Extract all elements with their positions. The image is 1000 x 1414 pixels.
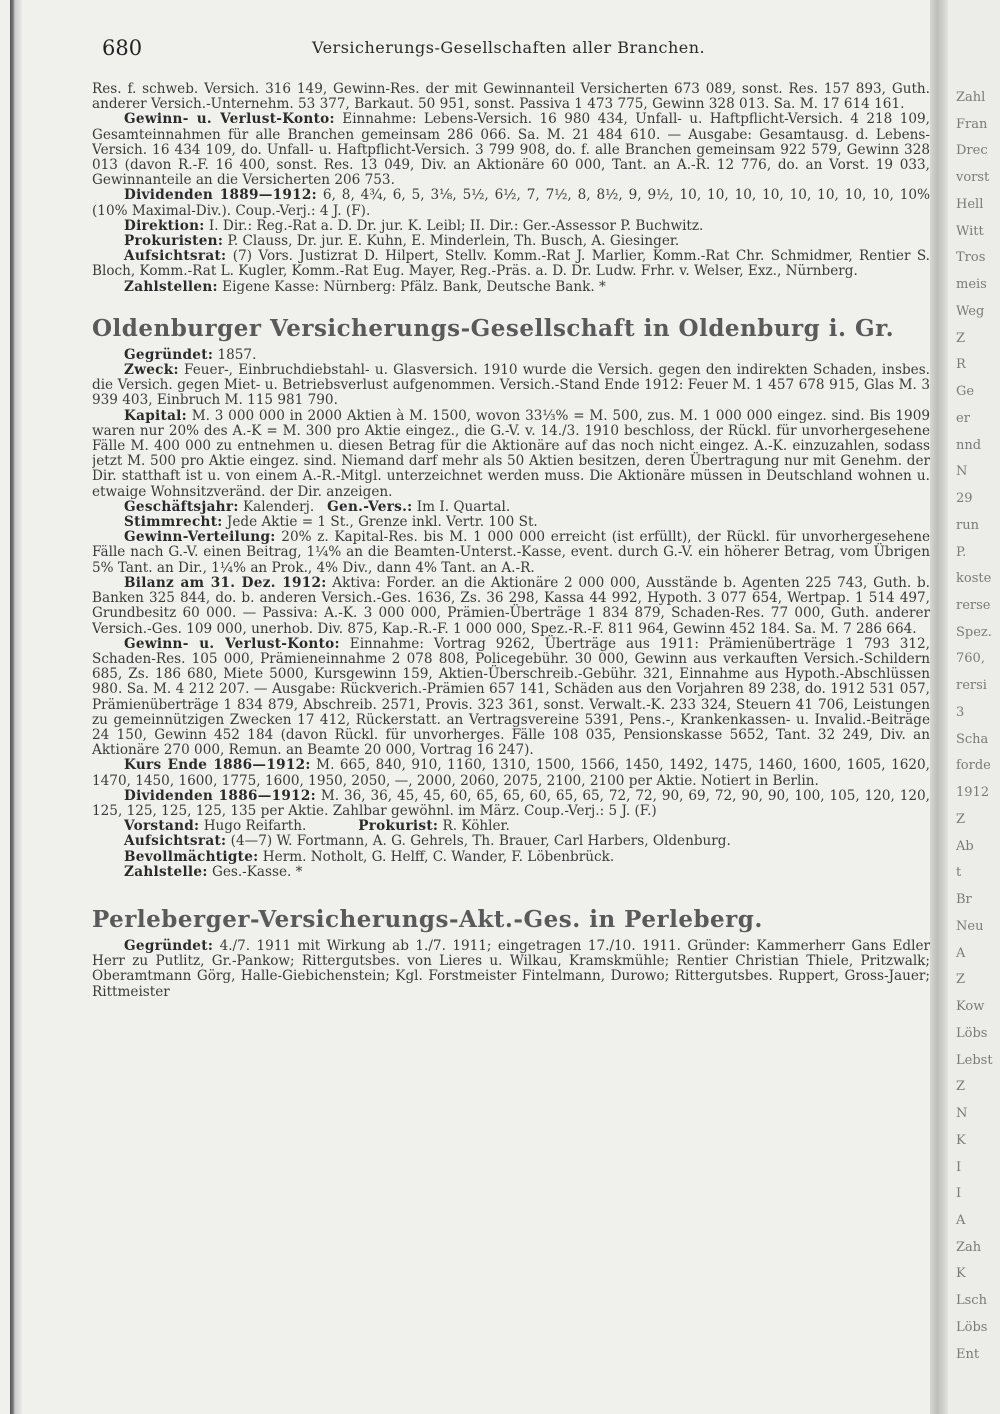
adjacent-page-fragment: Ab — [956, 838, 974, 854]
adjacent-page-fragment: vorst — [956, 170, 990, 186]
old-bev-label: Bevollmächtigte: — [124, 848, 259, 865]
old-prok-text: R. Köhler. — [438, 818, 510, 835]
adjacent-page-fragment: Z — [956, 811, 966, 827]
company-title-oldenburg: Oldenburger Versicherungs-Gesellschaft in Oldenburg i. Gr. — [92, 314, 895, 342]
running-head: Versicherungs-Gesellschaften aller Branchen. — [312, 38, 706, 57]
prev-ar-text: (7) Vors. Justizrat D. Hilpert, Stellv. Komm.-Rat J. Marlier, Komm.-Rat Chr. Schmidmer, Rentier S. Bloch, Komm.-Rat L. Kugler, Komm.-Rat Eug. Mayer, Reg.-Präs. a. D. Dr. Ludw. Frhr. v. Welser, Exz., Nürnberg. — [92, 248, 930, 280]
adjacent-page-fragment: N — [956, 1106, 968, 1122]
prev-div-entry — [92, 188, 930, 218]
adjacent-page-fragment: meis — [956, 277, 987, 293]
adjacent-page-fragment: Spez. — [956, 624, 992, 640]
old-div-entry — [92, 789, 930, 819]
adjacent-page-fragment: Tros — [956, 250, 986, 266]
adjacent-page-fragment: Z — [956, 1079, 966, 1095]
prev-gv-entry — [92, 112, 930, 188]
prev-gv-label: Gewinn- u. Verlust-Konto: — [124, 111, 335, 128]
prev-prok-entry — [92, 234, 930, 249]
adjacent-page-fragment: forde — [956, 758, 991, 774]
page-header — [92, 30, 930, 82]
adjacent-page-fragment: 29 — [956, 491, 973, 507]
adjacent-page-fragment: Witt — [956, 223, 984, 239]
adjacent-page-fragment: koste — [956, 571, 992, 587]
prev-dir-text: I. Dir.: Reg.-Rat a. D. Dr. jur. K. Leibl; II. Dir.: Ger.-Assessor P. Buchwitz. — [204, 217, 704, 234]
adjacent-page-fragment: K — [956, 1132, 966, 1148]
adjacent-page-fragment: I — [956, 1186, 962, 1202]
page-gutter — [930, 0, 948, 1414]
page-content — [92, 30, 930, 1414]
prev-ar-entry — [92, 249, 930, 279]
prev-gv-text: Einnahme: Lebens-Versich. 16 980 434, Unfall- u. Haftpflicht-Versich. 4 218 109, Gesamteinnahmen für alle Branchen gemeinsam 286 066. Sa. M. 21 484 610. — Ausgabe: Gesamtausg. d. Lebens-Versich. 16 434 109, do. Unfall- u. Haftpflicht-Versich. 3 799 908, do. f. alle Branchen gemeinsam 922 579, Gewinn 328 013 (davon R.-F. 16 400, sonst. Res. 13 049, Div. an Aktionäre 60 000, Tant. an A.-R. 12 776, do. an Vorst. 19 033, Gewinnanteile an die Versicherten 206 753. — [92, 111, 930, 189]
old-kap-entry — [92, 409, 930, 500]
adjacent-page-fragment: rersi — [956, 678, 987, 694]
old-div-label: Dividenden 1886—1912: — [124, 787, 316, 804]
old-ar-entry — [92, 834, 930, 849]
old-gwv-text: 20% z. Kapital-Res. bis M. 1 000 000 erreicht (ist erfüllt), der Rückl. für unvorhergesehene Fälle nach G.-V. einen Beitrag, 1¼% an die Beamten-Unterst.-Kasse, event. durch G.-V. ein höherer Betrag, vom Übrigen 5% Tant. an Dir., 1¼% an Prok., 4% Div., dann 4% Tant. an A.-R. — [92, 529, 930, 576]
old-gegr-label: Gegründet: — [124, 346, 214, 363]
adjacent-page-fragment: rerse — [956, 598, 991, 613]
old-gvk-text: Einnahme: Vortrag 9262, Überträge aus 1911: Prämienüberträge 1 793 312, Schaden-Res. 105 000, Prämieneinnahme 2 078 808, Policegebühr. 30 000, Gewinn aus verkauften Versich.-Schildern 685, Zs. 186 680, Miete 5000, Kursgewinn 159, Aktien-Überschreib.-Gebühr. 321, Einnahme aus Hypoth.-Abschlüssen 980. Sa. M. 4 212 207. — Ausgabe: Rückverich.-Prämien 657 141, Schäden aus den Vorjahren 89 238, do. 1912 531 057, Prämienüberträge 1 834 879, Abschreib. 2571, Provis. 323 361, sonst. Verwalt.-K. 233 324, Steuern 41 706, Leistungen zu gemeinnützigen Zwecken 17 412, Rückerstatt. an Vertragsvereine 5391, Pens.-, Krankenkassen- u. Invalid.-Beiträge 24 150, Gewinn 452 184 (davon Rückl. für unvorherges. Fälle 108 035, Pensionskasse 5652, Tant. 32 249, Div. an Aktionäre 270 000, Remun. an Beamte 20 000, Vortrag 16 247). — [92, 635, 930, 759]
old-gwv-label: Gewinn-Verteilung: — [124, 529, 276, 546]
adjacent-page-fragment: Ent — [956, 1346, 980, 1362]
old-st-label: Stimmrecht: — [124, 514, 223, 531]
old-zahl-text: Ges.-Kasse. * — [207, 863, 303, 880]
adjacent-page-fragment: Weg — [956, 303, 985, 319]
adjacent-page-fragment: 760, — [956, 651, 985, 667]
adjacent-page-fragment: K — [956, 1266, 966, 1282]
adjacent-page-fragment: Lsch — [956, 1293, 987, 1309]
old-bil-label: Bilanz am 31. Dez. 1912: — [124, 574, 327, 591]
adjacent-page-fragment: t — [956, 865, 962, 881]
adjacent-page-fragment: 3 — [956, 704, 965, 720]
adjacent-page-fragment: Z — [956, 972, 966, 988]
old-kap-text: M. 3 000 000 in 2000 Aktien à M. 1500, wovon 33⅓% = M. 500, zus. M. 1 000 000 eingez. sind. Bis 1909 waren nur 20% des A.-K = M. 300 pro Aktie eingez., die G.-V. v. 14./3. 1910 beschloss, der Rückl. für unvorhergesehene Fälle M. 400 000 zu entnehmen u. diesen Betrag für die Aktionäre auf das noch nicht eingez. A.-K. einzuzahlen, sodass jetzt M. 500 pro Aktie eingez. sind. Niemand darf mehr als 50 Aktien besitzen, deren Übertragung nur mit Genehm. der Dir. statthaft ist u. von einem A.-R.-Mitgl. unterzeichnet werden muss. Die Aktionäre müssen in Deutschland wohnen u. etwaige Wohnsitzveränd. der Dir. anzeigen. — [92, 407, 930, 500]
old-gegr-entry — [92, 348, 930, 363]
old-div-text: M. 36, 36, 45, 45, 60, 65, 65, 60, 65, 65, 72, 72, 90, 69, 72, 90, 90, 100, 105, 120, 120, 125, 125, 125, 125, 135 per Aktie. Zahlbar gewöhnl. im März. Coup.-Verj.: 5 J. (F.) — [92, 787, 930, 819]
old-prok-label: Prokurist: — [358, 818, 439, 835]
perl-gegr-text: 4./7. 1911 mit Wirkung ab 1./7. 1911; eingetragen 17./10. 1911. Gründer: Kammerherr Gans Edler Herr zu Putlitz, Gr.-Pankow; Rittergutsbes. von Lieres u. Wilkau, Kramskmühle; Rentier Christian Thiele, Pritzwalk; Oberamtmann Görg, Halle-Giebichenstein; Kgl. Forstmeister Fintelmann, Durowo; Rittergutsbes. Ruppert, Gross-Jauer; Rittmeister — [92, 937, 930, 1000]
prev-ar-label: Aufsichtsrat: — [124, 248, 227, 265]
old-bil-entry — [92, 576, 930, 637]
adjacent-page-fragment: er — [956, 410, 970, 426]
old-kurs-entry — [92, 758, 930, 788]
adjacent-page-fragment: A — [956, 945, 966, 961]
old-zahl-entry — [92, 865, 930, 880]
adjacent-page-fragment: Fran — [956, 116, 988, 132]
prev-prok-label: Prokuristen: — [124, 233, 224, 250]
prev-dir-entry — [92, 219, 930, 234]
old-gvk-label: Gewinn- u. Verlust-Konto: — [124, 635, 340, 652]
prev-balance-text: Res. f. schweb. Versich. 316 149, Gewinn-Res. der mit Gewinnanteil Versicherten 673 089, sonst. Res. 157 893, Guth. anderer Versich.-Unternehm. 53 377, Barkaut. 50 951, sonst. Passiva 1 473 775, Gewinn 328 013. Sa. M. 17 614 161. — [92, 81, 930, 113]
old-bil-text: Aktiva: Forder. an die Aktionäre 2 000 000, Ausstände b. Agenten 225 743, Guth. b. Banken 325 844, do. b. anderen Versich.-Ges. 1636, Zs. 36 298, Kassa 44 992, Hypoth. 3 077 654, Wertpap. 1 514 497, Grundbesitz 60 000. — Passiva: A.-K. 3 000 000, Prämien-Überträge 1 834 879, Schaden-Res. 77 000, Guth. anderer Versich.-Ges. 109 000, unerhob. Div. 875, Kap.-R.-F. 1 000 000, Spez.-R.-F. 811 964, Gewinn 452 184. Sa. M. 7 286 664. — [92, 574, 930, 637]
old-gwv-entry — [92, 530, 930, 576]
old-zahl-label: Zahlstelle: — [124, 863, 208, 880]
old-gj-label: Geschäftsjahr: — [124, 498, 239, 515]
adjacent-page-fragment: Scha — [956, 731, 989, 747]
adjacent-page-fragment: Ge — [956, 384, 975, 400]
adjacent-page-fragment: Lebst — [956, 1052, 993, 1068]
adjacent-page-fragment: Zahl — [956, 90, 986, 105]
adjacent-page-fragment: Zah — [956, 1239, 982, 1255]
adjacent-page-fragment: Br — [956, 892, 972, 908]
old-gj-text: Kalenderj. — [238, 498, 315, 515]
page-number: 680 — [102, 36, 143, 60]
old-ar-label: Aufsichtsrat: — [124, 833, 227, 850]
old-zweck-label: Zweck: — [124, 362, 179, 379]
old-bev-text: Herm. Notholt, G. Helff, C. Wander, F. Löbenbrück. — [258, 848, 615, 865]
adjacent-page-fragment: Hell — [956, 196, 984, 212]
adjacent-page-fragment: nnd — [956, 437, 982, 453]
prev-prok-text: P. Clauss, Dr. jur. E. Kuhn, E. Minderlein, Th. Busch, A. Giesinger. — [223, 233, 680, 250]
adjacent-page-fragment: Neu — [956, 918, 984, 934]
adjacent-page-fragment: A — [956, 1212, 966, 1228]
perl-gegr-entry — [92, 939, 930, 1000]
adjacent-page-fragment: Kow — [956, 999, 985, 1015]
adjacent-page-fragment: Drec — [956, 143, 988, 159]
old-ar-text: (4—7) W. Fortmann, A. G. Gehrels, Th. Brauer, Carl Harbers, Oldenburg. — [226, 833, 731, 850]
adjacent-page-fragment: R — [956, 357, 966, 373]
old-st-text: Jede Aktie = 1 St., Grenze inkl. Vertr. 100 St. — [222, 514, 538, 531]
prev-zahl-text: Eigene Kasse: Nürnberg: Pfälz. Bank, Deutsche Bank. * — [217, 278, 606, 295]
old-zweck-entry — [92, 363, 930, 409]
adjacent-page-fragment: run — [956, 517, 979, 533]
old-gvk-entry — [92, 637, 930, 759]
old-gv-text: Im I. Quartal. — [412, 498, 511, 515]
company-title-perleberg: Perleberger-Versicherungs-Akt.-Ges. in Perleberg. — [92, 905, 763, 933]
old-kurs-label: Kurs Ende 1886—1912: — [124, 757, 311, 774]
adjacent-page-edge — [948, 0, 1000, 1414]
prev-dir-label: Direktion: — [124, 217, 205, 234]
old-gegr-text: 1857. — [213, 346, 257, 363]
old-kurs-text: M. 665, 840, 910, 1160, 1310, 1500, 1566, 1450, 1492, 1475, 1460, 1600, 1605, 1620, 1470, 1450, 1600, 1775, 1600, 1950, 2050, —, 2000, 2060, 2075, 2100, 2100 per Aktie. Notiert in Berlin. — [92, 757, 930, 789]
old-bev-entry — [92, 850, 930, 865]
adjacent-page-fragment: P. — [956, 544, 967, 560]
adjacent-page-fragment: 1912 — [956, 785, 990, 801]
prev-div-text: 6, 8, 4¾, 6, 5, 3⅛, 5½, 6½, 7, 7½, 8, 8½, 9, 9½, 10, 10, 10, 10, 10, 10, 10, 10, 10% (10% Maximal-Div.). Coup.-Verj.: 4 J. (F). — [92, 187, 930, 219]
old-gj-entry — [92, 500, 930, 515]
old-vor-text: Hugo Reifarth. — [199, 818, 307, 835]
adjacent-page-fragment: N — [956, 464, 968, 480]
adjacent-page-fragment: Löbs — [956, 1319, 988, 1335]
old-st-entry — [92, 515, 930, 530]
prev-zahl-label: Zahlstellen: — [124, 278, 218, 295]
prev-div-label: Dividenden 1889—1912: — [124, 187, 317, 204]
perl-gegr-label: Gegründet: — [124, 937, 214, 954]
adjacent-page-fragment: Z — [956, 330, 966, 346]
prev-zahl-entry — [92, 280, 930, 295]
old-zweck-text: Feuer-, Einbruchdiebstahl- u. Glasversich. 1910 wurde die Versich. gegen den indirekten Schaden, insbes. die Versich. gegen Miet- u. Betriebsverlust aufgenommen. Versich.-Stand Ende 1912: Feuer M. 1 457 678 915, Glas M. 3 939 403, Einbruch M. 115 981 790. — [92, 362, 930, 409]
old-vor-label: Vorstand: — [124, 818, 200, 835]
old-kap-label: Kapital: — [124, 407, 187, 424]
adjacent-page-fragment: I — [956, 1159, 962, 1175]
adjacent-page-fragment: Löbs — [956, 1025, 988, 1041]
old-gv-label: Gen.-Vers.: — [327, 498, 413, 515]
binding-edge — [10, 0, 22, 1414]
old-vor-entry — [92, 819, 930, 834]
